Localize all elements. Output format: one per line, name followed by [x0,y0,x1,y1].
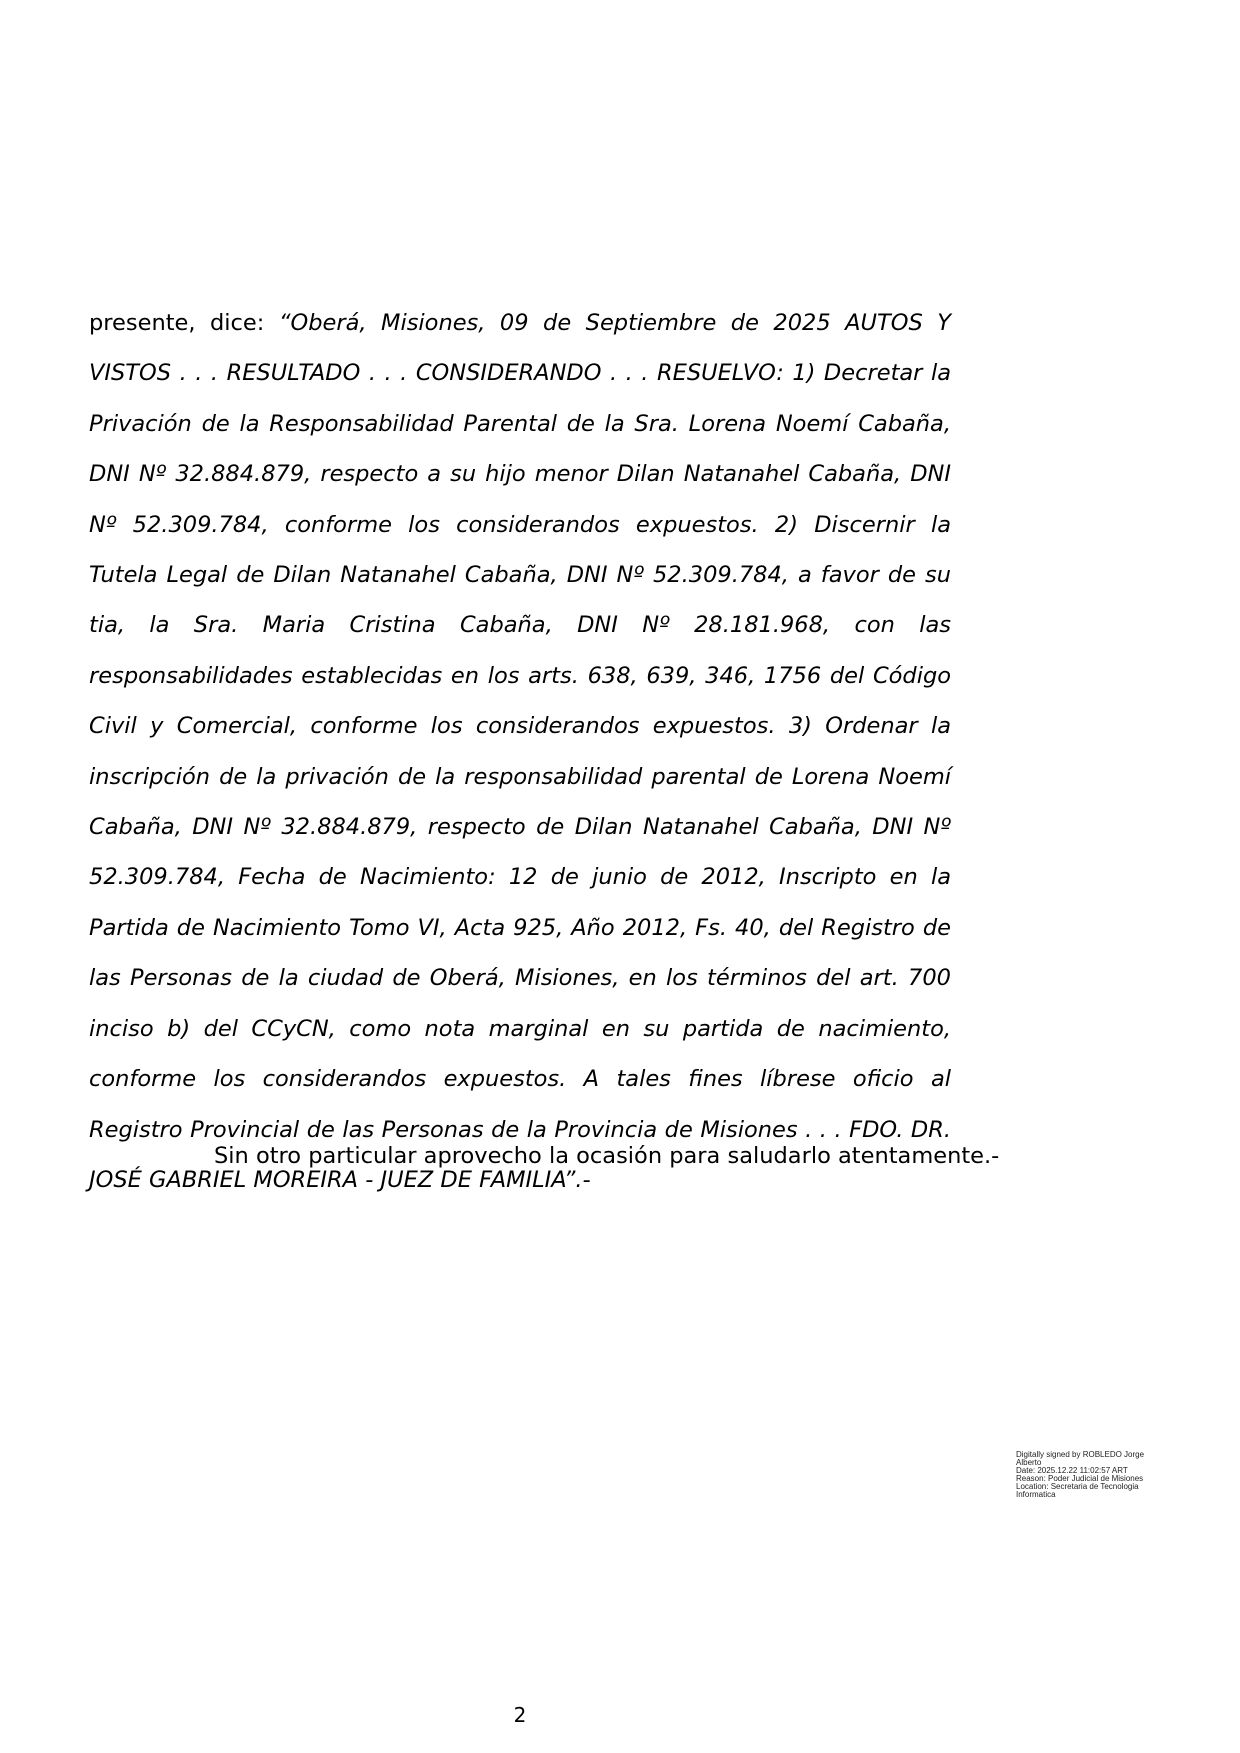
signature-signed-by: Digitally signed by ROBLEDO Jorge Alberto [1016,1450,1145,1467]
page-number: 2 [513,1703,527,1727]
closing-line: Sin otro particular aprovecho la ocasión para saludarlo atentamente.- [214,1143,1000,1169]
quoted-resolution: “Oberá, Misiones, 09 de Septiembre de 2025 AUTOS Y VISTOS . . . RESULTADO . . . CONSIDERANDO . . . RESUELVO: 1) Decretar la Privación de la Responsabilidad Parental de la Sra. Lorena Noemí Cabaña, DNI Nº 32.884.879, respecto a su hijo menor Dilan Natanahel Cabaña, DNI Nº 52.309.784, conforme los considerandos expuestos. 2) Discernir la Tutela Legal de Dilan Natanahel Cabaña, DNI Nº 52.309.784, a favor de su tia, la Sra. Maria Cristina Cabaña, DNI Nº 28.181.968, con las responsabilidades establecidas en los arts. 638, 639, 346, 1756 del Código Civil y Comercial, conforme los considerandos expuestos. 3) Ordenar la inscripción de la privación de la responsabilidad parental de Lorena Noemí Cabaña, DNI Nº 32.884.879, respecto de Dilan Natanahel Cabaña, DNI Nº 52.309.784, Fecha de Nacimiento: 12 de junio de 2012, Inscripto en la Partida de Nacimiento Tomo VI, Acta 925, Año 2012, Fs. 40, del Registro de las Personas de la ciudad de Oberá, Misiones, en los términos del art. 700 inciso b) del CCyCN, como nota marginal en su partida de nacimiento, conforme los considerandos expuestos. A tales fines líbrese oficio al Registro Provincial de las Personas de la Provincia de Misiones . . . FDO. DR. JOSÉ GABRIEL MOREIRA - JUEZ DE FAMILIA”.- [89,310,951,1193]
paragraph-lead: presente, dice: [89,310,279,336]
digital-signature-block [1016,1451,1156,1499]
signature-reason: Reason: Poder Judicial de Misiones [1016,1474,1144,1483]
signature-location: Location: Secretaria de Tecnologia Informatica [1016,1482,1139,1499]
signature-date: Date: 2025.12.22 11:02:57 ART [1016,1466,1128,1475]
resolution-paragraph [89,298,951,1205]
